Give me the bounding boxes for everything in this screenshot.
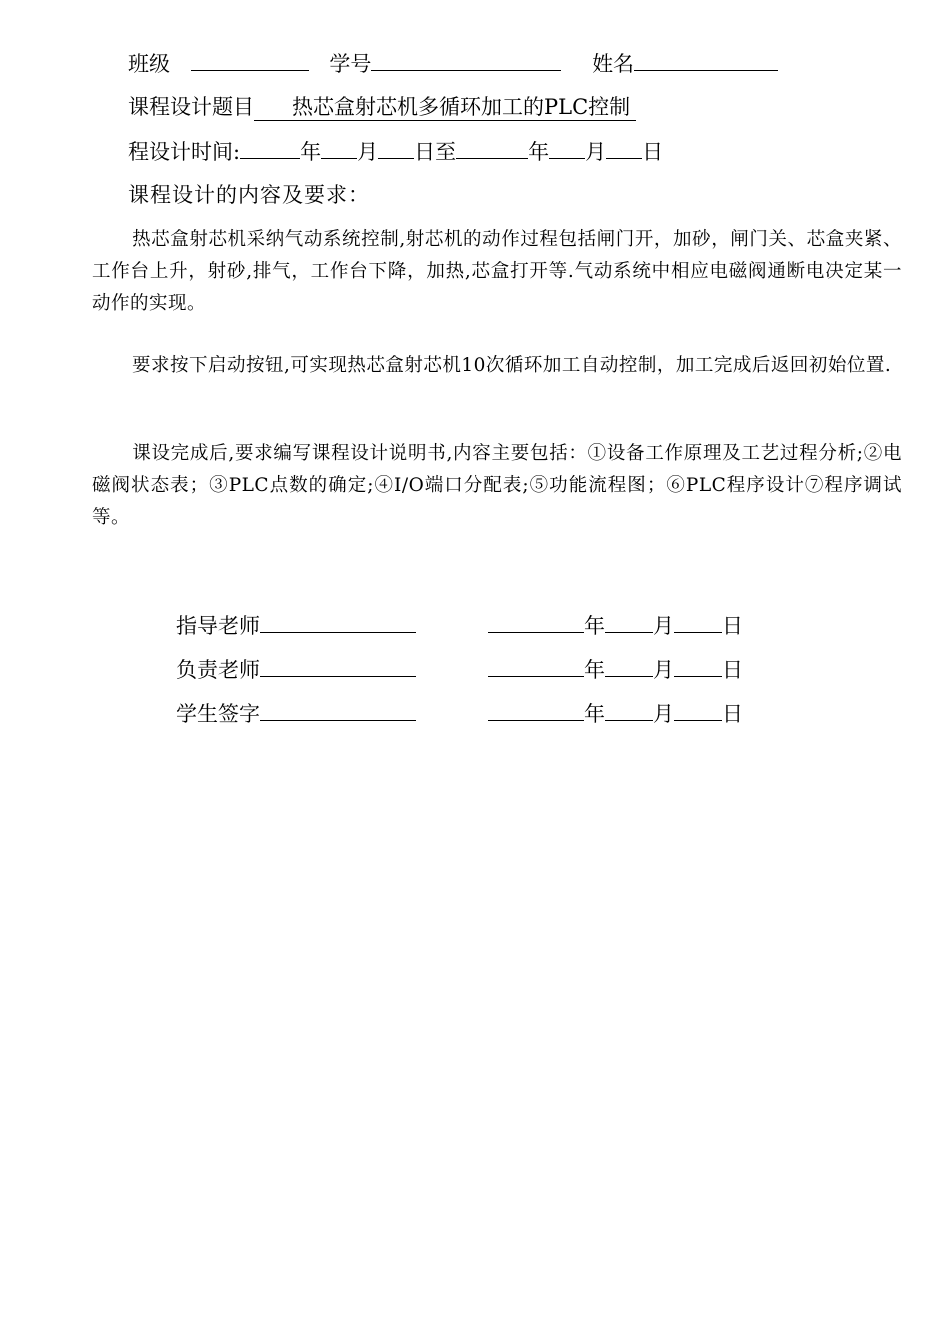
signature-field[interactable] [260, 698, 416, 721]
sig-month-field[interactable] [605, 610, 653, 633]
end-day-field[interactable] [606, 136, 642, 159]
start-year-label: 年 [300, 140, 322, 164]
signature-row-advisor [176, 610, 743, 641]
student-id-label: 学号 [329, 52, 372, 76]
sig-month-field[interactable] [605, 698, 653, 721]
topic-row [128, 92, 636, 122]
paragraph-description [92, 224, 902, 320]
sig-month-label: 月 [653, 614, 674, 638]
start-day-field[interactable] [378, 136, 414, 159]
sig-year-label: 年 [584, 702, 605, 726]
signature-field[interactable] [260, 610, 416, 633]
class-label: 班级 [128, 52, 170, 76]
paragraph-description-text: 热芯盒射芯机采纳气动系统控制,射芯机的动作过程包括闸门开，加砂，闸门关、芯盒夹紧、工作台上升，射砂,排气，工作台下降，加热,芯盒打开等.气动系统中相应电磁阀通断电决定某一动作的实现。 [92, 229, 902, 314]
day-to-label: 日至 [414, 140, 457, 164]
paragraph-requirement-text: 要求按下启动按钮,可实现热芯盒射芯机10次循环加工自动控制，加工完成后返回初始位置. [132, 355, 892, 376]
end-year-field[interactable] [456, 136, 528, 159]
sig-day-label: 日 [722, 614, 743, 638]
sig-day-label: 日 [722, 658, 743, 682]
end-year-label: 年 [528, 140, 550, 164]
sig-year-field[interactable] [488, 654, 584, 677]
signature-label: 学生签字 [176, 702, 260, 726]
name-field[interactable] [634, 48, 778, 71]
start-month-label: 月 [357, 140, 379, 164]
signature-field[interactable] [260, 654, 416, 677]
start-year-field[interactable] [240, 136, 300, 159]
design-time-row [128, 136, 663, 167]
topic-text: 热芯盒射芯机多循环加工的PLC控制 [292, 95, 631, 119]
signature-label: 指导老师 [176, 614, 260, 638]
sig-month-label: 月 [653, 702, 674, 726]
sig-day-label: 日 [722, 702, 743, 726]
signature-row-student [176, 698, 743, 729]
student-id-field[interactable] [371, 48, 561, 71]
signature-row-responsible [176, 654, 743, 685]
time-label: 程设计时间: [128, 140, 241, 164]
sig-year-label: 年 [584, 614, 605, 638]
topic-value [254, 94, 636, 121]
paragraph-requirement [92, 350, 902, 382]
paragraph-report [92, 438, 902, 534]
sig-day-field[interactable] [674, 698, 722, 721]
sig-day-field[interactable] [674, 654, 722, 677]
requirements-heading: 课程设计的内容及要求： [128, 183, 370, 207]
sig-day-field[interactable] [674, 610, 722, 633]
start-month-field[interactable] [321, 136, 357, 159]
topic-label: 课程设计题目 [128, 95, 254, 119]
end-month-label: 月 [585, 140, 607, 164]
signature-label: 负责老师 [176, 658, 260, 682]
sig-month-label: 月 [653, 658, 674, 682]
student-info-row [128, 48, 778, 79]
sig-year-label: 年 [584, 658, 605, 682]
class-field[interactable] [191, 48, 309, 71]
end-day-label: 日 [642, 140, 664, 164]
sig-month-field[interactable] [605, 654, 653, 677]
name-label: 姓名 [592, 52, 635, 76]
end-month-field[interactable] [549, 136, 585, 159]
sig-year-field[interactable] [488, 698, 584, 721]
sig-year-field[interactable] [488, 610, 584, 633]
paragraph-report-text: 课设完成后,要求编写课程设计说明书,内容主要包括：①设备工作原理及工艺过程分析;②电磁阀状态表；③PLC点数的确定;④I/O端口分配表;⑤功能流程图；⑥PLC程序设计⑦程序调试等。 [92, 443, 902, 528]
